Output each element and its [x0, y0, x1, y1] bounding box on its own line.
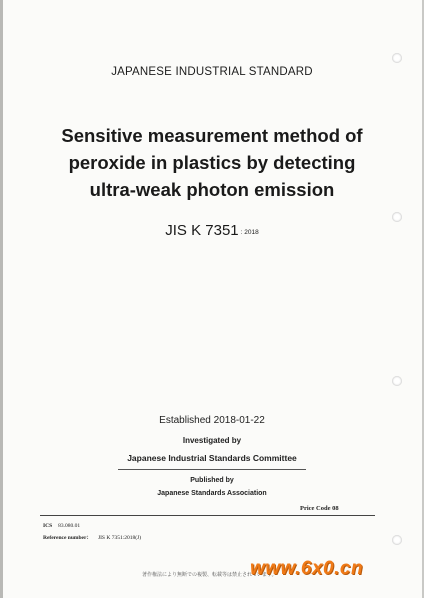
punch-hole-icon	[392, 535, 402, 545]
divider	[40, 515, 375, 516]
standard-code: JIS K 7351	[165, 222, 239, 239]
publisher: Japanese Standards Association	[157, 490, 267, 497]
reference-line	[43, 533, 141, 541]
punch-hole-icon	[392, 53, 402, 63]
punch-hole-icon	[392, 212, 402, 222]
established-date: Established 2018-01-22	[159, 415, 265, 426]
title-line-3: ultra-weak photon emission	[89, 179, 335, 200]
reference-label: Reference number：	[43, 535, 92, 541]
standard-header: JAPANESE INDUSTRIAL STANDARD	[111, 66, 313, 78]
copyright-footnote: 著作権法により無断での複製、転載等は禁止されています。	[142, 572, 277, 578]
ics-label: ICS	[43, 523, 53, 529]
investigating-committee: Japanese Industrial Standards Committee	[127, 453, 297, 463]
standard-designation	[0, 222, 424, 239]
title-line-2: peroxide in plastics by detecting	[68, 152, 356, 173]
standard-year: : 2018	[240, 229, 259, 236]
scan-edge-left	[0, 0, 3, 598]
published-label: Published by	[190, 477, 234, 484]
site-watermark: www.6x0.cn	[250, 558, 364, 579]
price-code: Price Code 08	[300, 505, 339, 512]
ics-line	[43, 523, 80, 529]
divider	[118, 469, 306, 470]
document-title	[0, 122, 424, 203]
reference-value: JIS K 7351:2018(J)	[97, 535, 142, 541]
punch-hole-icon	[392, 376, 402, 386]
title-line-1: Sensitive measurement method of	[61, 125, 363, 146]
ics-value: 83.080.01	[58, 523, 81, 529]
investigated-label: Investigated by	[182, 436, 242, 445]
